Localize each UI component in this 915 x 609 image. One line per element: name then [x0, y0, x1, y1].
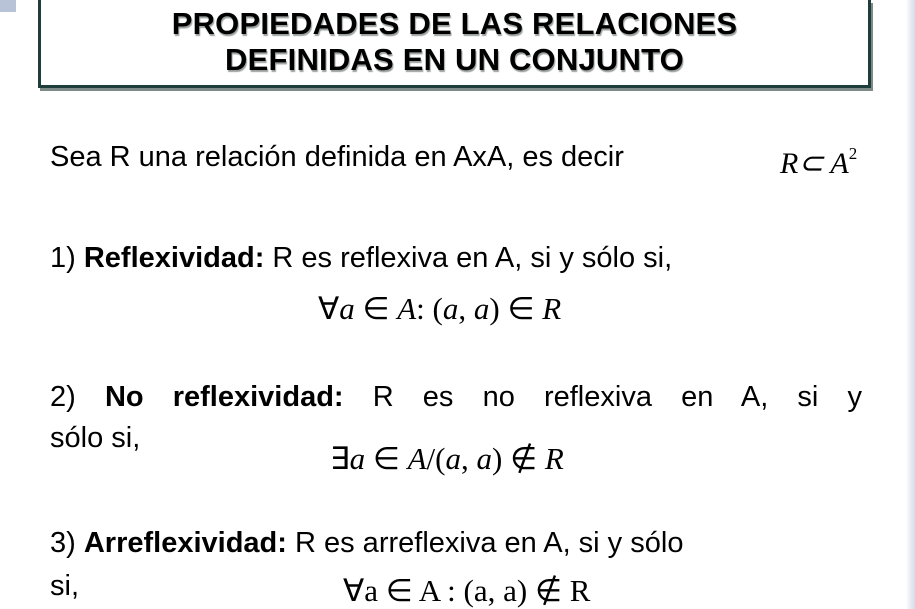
- intro-formula: [780, 137, 857, 181]
- property-1-formula: ∀a ∈ A: (a, a) ∈ R: [318, 291, 562, 326]
- property-1-name: Reflexividad:: [83, 242, 265, 274]
- property-1-number: 1): [50, 242, 76, 274]
- property-2-formula: ∃a ∈ A/(a, a) ∉ R: [330, 441, 564, 476]
- property-3-description-1: R es arreflexiva en A, si y sólo: [295, 527, 684, 559]
- slide-edge-bar: [906, 0, 915, 609]
- title-box: [38, 0, 871, 88]
- title-line-2: DEFINIDAS EN UN CONJUNTO: [225, 42, 684, 77]
- property-3-formula: ∀a ∈ A : (a, a) ∉ R: [343, 573, 591, 608]
- title-line-1: PROPIEDADES DE LAS RELACIONES: [171, 6, 738, 41]
- property-3-description-2: si,: [50, 570, 79, 602]
- property-2-description-1: R es no reflexiva en A, si y: [372, 381, 862, 413]
- property-2-name: No reflexividad:: [104, 381, 344, 413]
- property-2-number: 2): [50, 381, 76, 413]
- property-2-line-1: [50, 380, 862, 414]
- corner-accent: [0, 0, 16, 12]
- intro-formula-exponent: 2: [848, 144, 858, 163]
- property-1-line: [50, 241, 672, 275]
- property-3-number: 3): [50, 527, 76, 559]
- property-3-name: Arreflexividad:: [83, 527, 287, 559]
- property-1-description: R es reflexiva en A, si y sólo si,: [272, 242, 673, 274]
- property-3-line-1: [50, 526, 683, 560]
- property-2-description-2: sólo si,: [50, 422, 141, 454]
- intro-text: Sea R una relación definida en AxA, es decir: [50, 141, 624, 173]
- intro-formula-base: R⊂ A: [780, 147, 849, 180]
